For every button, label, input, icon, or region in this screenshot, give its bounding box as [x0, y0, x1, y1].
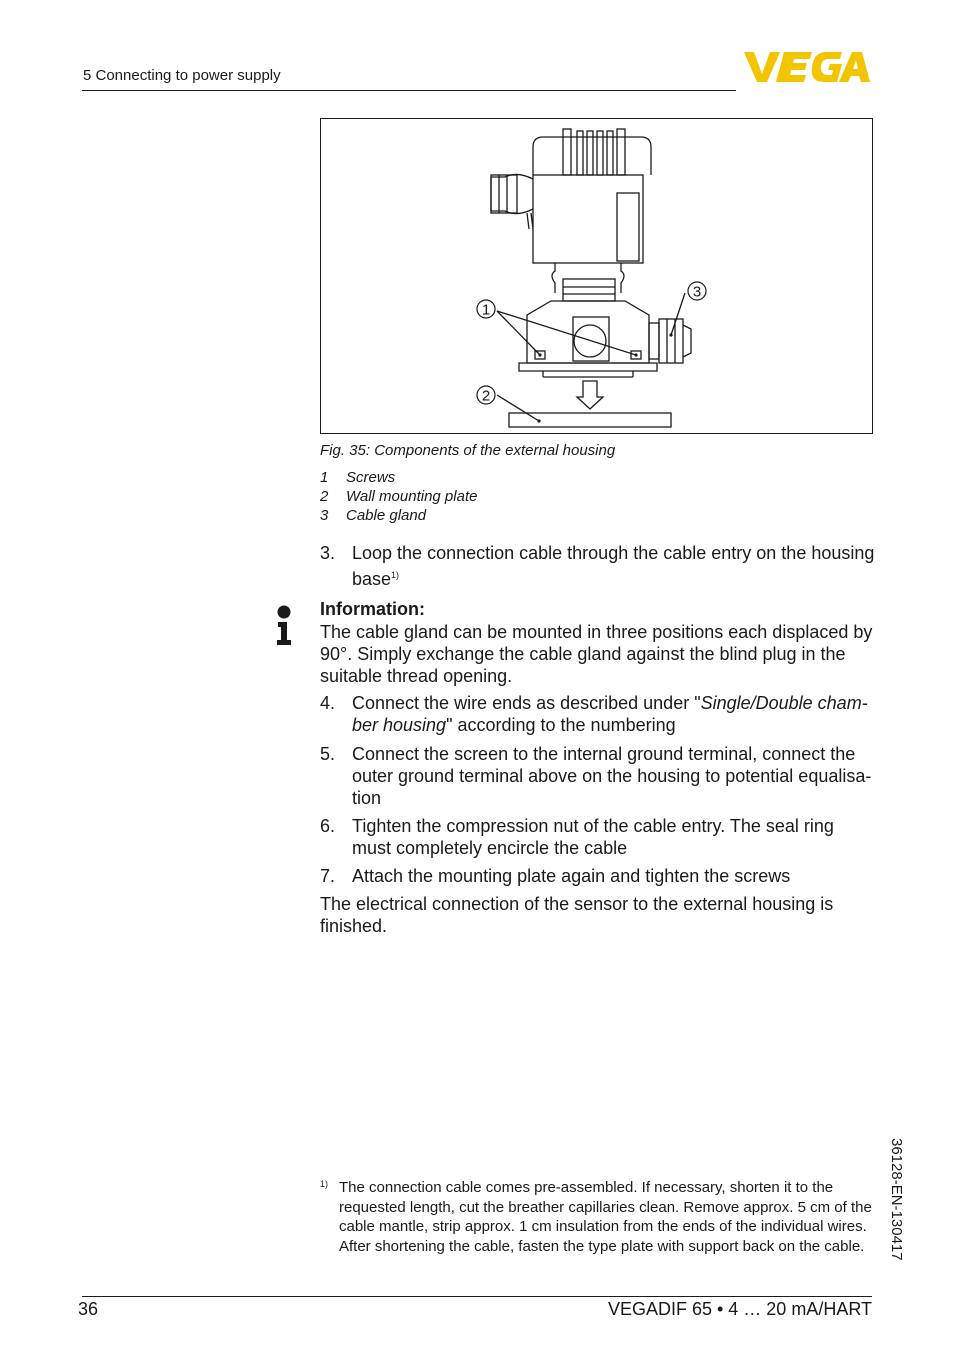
callout-1-label: 1	[481, 301, 491, 319]
footnote	[320, 1178, 876, 1256]
step-3: 3. Loop the connection cable through the cable entry on the housing base$^{1)}$	[320, 543, 875, 589]
step-5: 5. Connect the screen to the internal ground terminal, connect the outer ground terminal above on the housing to potential equalisa-tion	[320, 744, 872, 808]
legend-item: 2 Wall mounting plate	[320, 488, 478, 505]
step-4-reference: Single/Double cham-ber housing	[352, 693, 868, 735]
legend-item: 1 Screws	[320, 469, 396, 486]
callout-3-label: 3	[692, 283, 702, 301]
vega-logo	[742, 50, 872, 84]
page-number: 36	[78, 1299, 99, 1319]
footer-rule	[82, 1296, 872, 1297]
footnote-mark: 1)	[320, 1179, 329, 1189]
header-rule	[82, 90, 736, 91]
information-title: Information:	[320, 599, 425, 619]
figure-caption: Fig. 35: Components of the external housing	[320, 442, 616, 459]
step-4: 4. Connect the wire ends as described under "Single/Double cham-ber housing" according to the numbering	[320, 693, 868, 735]
footnote-text: The connection cable comes pre-assembled. If necessary, shorten it to the requested length, cut the breather capillaries clean. Remove approx. 5 cm of the cable mantle, strip approx. 1 cm insulation from the ends of the individual wires. After shortening the cable, fasten the type plate with support back on the cable.	[339, 1179, 872, 1255]
step-7: 7. Attach the mounting plate again and tighten the screws	[320, 866, 791, 886]
information-body: The cable gland can be mounted in three positions each displaced by 90°. Simply exchange the cable gland against the blind plug in the suitable thread opening.	[320, 622, 873, 686]
footer-product-title: VEGADIF 65 • 4 … 20 mA/HART	[607, 1299, 872, 1319]
housing-drawing	[321, 119, 874, 435]
figure-legend	[320, 468, 477, 525]
info-icon	[276, 605, 292, 645]
document-code: 36128-EN-130417	[888, 1138, 905, 1261]
legend-item: 3 Cable gland	[320, 507, 427, 524]
step-6: 6. Tighten the compression nut of the cable entry. The seal ring must completely encircle the cable	[320, 816, 834, 858]
footnote-ref: 1)	[391, 570, 400, 580]
figure-external-housing	[320, 118, 873, 434]
running-header: 5 Connecting to power supply	[83, 67, 281, 84]
closing-paragraph: The electrical connection of the sensor to the external housing is finished.	[320, 894, 834, 936]
callout-2-label: 2	[481, 387, 491, 405]
